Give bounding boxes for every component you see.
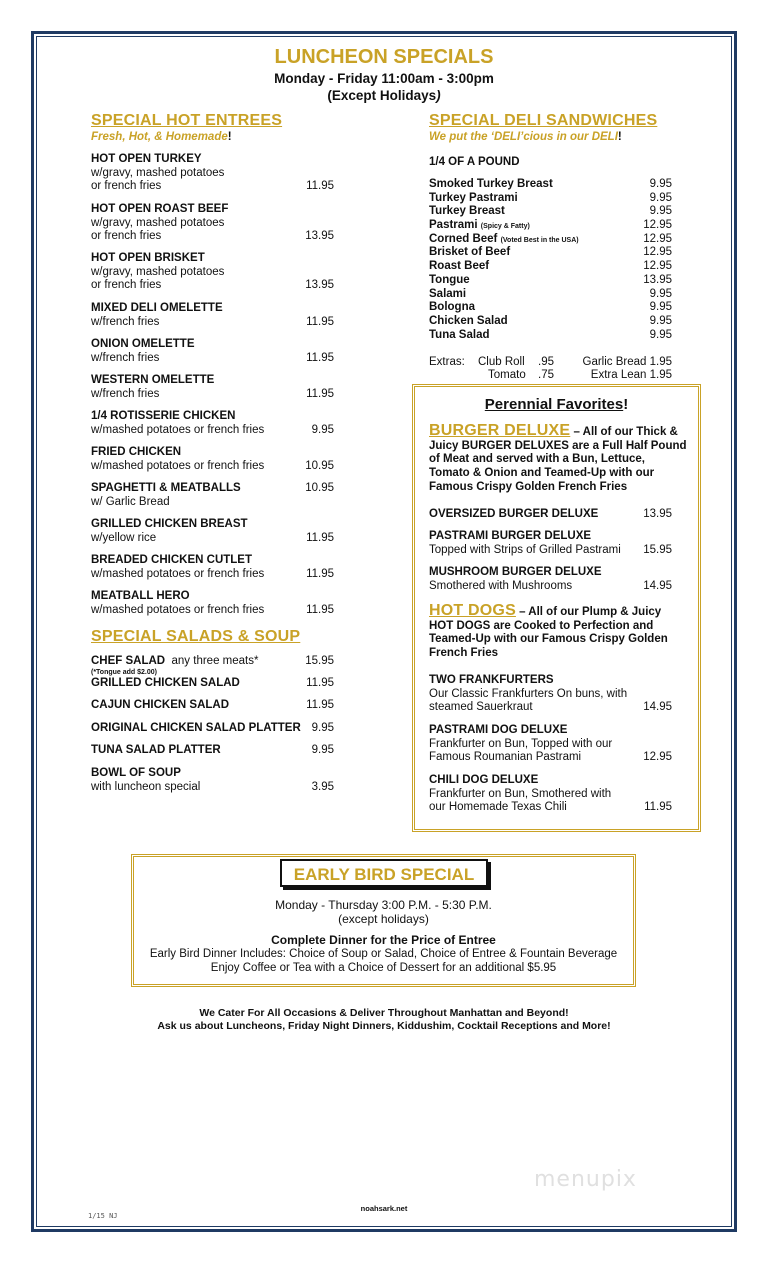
menu-item: HOT OPEN TURKEY w/gravy, mashed potatoes or french fries 11.95	[91, 153, 334, 193]
menu-item: WESTERN OMELETTE w/french fries 11.95	[91, 374, 334, 400]
extras-club-roll-price: .95	[538, 356, 554, 368]
perennial-heading: Perennial Favorites!	[484, 396, 629, 413]
deli-item: Chicken Salad 9.95	[429, 314, 672, 327]
early-bird-hours: Monday - Thursday 3:00 P.M. - 5:30 P.M.	[275, 898, 492, 912]
catering-line2: Ask us about Luncheons, Friday Night Dinners, Kiddushim, Cocktail Receptions and More!	[157, 1020, 611, 1032]
hot-entrees-heading: SPECIAL HOT ENTREES	[91, 112, 283, 129]
menu-item: BREADED CHICKEN CUTLET w/mashed potatoes or french fries 11.95	[91, 554, 334, 580]
deli-item: Turkey Pastrami 9.95	[429, 191, 672, 204]
menu-item: OVERSIZED BURGER DELUXE 13.95	[429, 508, 672, 520]
menu-item: ORIGINAL CHICKEN SALAD PLATTER 9.95	[91, 722, 334, 734]
menu-item: MEATBALL HERO w/mashed potatoes or french fries 11.95	[91, 590, 334, 616]
deli-item: Pastrami (Spicy & Fatty) 12.95	[429, 219, 672, 232]
menu-item: 1/4 ROTISSERIE CHICKEN w/mashed potatoes or french fries 9.95	[91, 410, 334, 436]
extras-garlic-bread: Garlic Bread 1.95	[582, 356, 672, 368]
menu-item: CHILI DOG DELUXE Frankfurter on Bun, Smothered with our Homemade Texas Chili 11.95	[429, 774, 672, 814]
extras-tomato: Tomato	[488, 369, 526, 381]
menu-item: BOWL OF SOUP with luncheon special 3.95	[91, 767, 334, 793]
early-bird-line2: Enjoy Coffee or Tea with a Choice of Dessert for an additional $5.95	[210, 962, 557, 974]
catering-line1: We Cater For All Occasions & Deliver Throughout Manhattan and Beyond!	[199, 1007, 569, 1019]
deli-item: Bologna 9.95	[429, 301, 672, 314]
extras-label: Extras:	[429, 356, 465, 368]
deli-size: 1/4 OF A POUND	[429, 156, 520, 168]
deli-item: Tuna Salad 9.95	[429, 328, 672, 341]
website[interactable]: noahsark.net	[360, 1204, 408, 1213]
early-bird-headline: Complete Dinner for the Price of Entree	[271, 933, 496, 947]
extras-tomato-price: .75	[538, 369, 554, 381]
hotdog-intro: HOT DOGS – All of our Plump & Juicy HOT DOGS are Cooked to Perfection and Teamed-Up with our Famous Crispy Golden French Fries	[429, 602, 668, 660]
menu-item: GRILLED CHICKEN BREAST w/yellow rice 11.95	[91, 518, 334, 544]
deli-heading: SPECIAL DELI SANDWICHES	[429, 112, 658, 129]
deli-item: Turkey Breast 9.95	[429, 205, 672, 218]
menu-item: GRILLED CHICKEN SALAD 11.95	[91, 677, 334, 689]
hot-entrees-subheading: Fresh, Hot, & Homemade!	[91, 131, 232, 143]
menu-item: FRIED CHICKEN w/mashed potatoes or french fries 10.95	[91, 446, 334, 472]
menu-item: PASTRAMI DOG DELUXE Frankfurter on Bun, Topped with our Famous Roumanian Pastrami 12.95	[429, 724, 672, 764]
deli-item: Brisket of Beef 12.95	[429, 246, 672, 259]
menu-item: TWO FRANKFURTERS Our Classic Frankfurters On buns, with steamed Sauerkraut 14.95	[429, 674, 672, 714]
deli-subheading: We put the ‘DELI’cious in our DELI!	[429, 131, 622, 143]
menu-item: HOT OPEN BRISKET w/gravy, mashed potatoes or french fries 13.95	[91, 252, 334, 292]
deli-item: Salami 9.95	[429, 287, 672, 300]
menu-item: MIXED DELI OMELETTE w/french fries 11.95	[91, 302, 334, 328]
menu-item: PASTRAMI BURGER DELUXE Topped with Strips of Grilled Pastrami 15.95	[429, 530, 672, 556]
early-bird-line1: Early Bird Dinner Includes: Choice of Soup or Salad, Choice of Entree & Fountain Beverage	[149, 948, 618, 960]
menu-item: SPAGHETTI & MEATBALLS w/ Garlic Bread 10.95	[91, 482, 334, 508]
menu-item: ONION OMELETTE w/french fries 11.95	[91, 338, 334, 364]
salads-heading: SPECIAL SALADS & SOUP	[91, 628, 301, 645]
menu-item: HOT OPEN ROAST BEEF w/gravy, mashed potatoes or french fries 13.95	[91, 203, 334, 243]
lunch-except: (Except Holidays)	[327, 88, 441, 103]
deli-item: Tongue 13.95	[429, 273, 672, 286]
extras-extra-lean: Extra Lean 1.95	[590, 369, 672, 381]
extras-club-roll: Club Roll	[478, 356, 525, 368]
deli-item: Smoked Turkey Breast 9.95	[429, 178, 672, 190]
deli-list	[429, 178, 672, 342]
menu-item: CAJUN CHICKEN SALAD 11.95	[91, 699, 334, 711]
menupix-watermark: menupix	[534, 1167, 637, 1192]
menu-item: TUNA SALAD PLATTER 9.95	[91, 744, 334, 756]
burger-intro: BURGER DELUXE – All of our Thick & Juicy BURGER DELUXES are a Full Half Pound of Meat and served with a Bun, Lettuce, Tomato & Onion and Teamed-Up with our Famous Crispy Golden French Fries	[429, 422, 687, 493]
print-code: 1/15 NJ	[88, 1212, 118, 1220]
deli-item: Corned Beef (Voted Best in the USA) 12.95	[429, 232, 672, 245]
page-title: LUNCHEON SPECIALS	[274, 46, 494, 68]
menu-item: CHEF SALAD any three meats* (*Tongue add $2.00) 15.95	[91, 655, 334, 676]
menu-item: MUSHROOM BURGER DELUXE Smothered with Mushrooms 14.95	[429, 566, 672, 592]
lunch-hours: Monday - Friday 11:00am - 3:00pm	[274, 71, 494, 86]
early-bird-title: EARLY BIRD SPECIAL	[280, 859, 488, 887]
deli-item: Roast Beef 12.95	[429, 260, 672, 273]
early-bird-except: (except holidays)	[338, 912, 429, 926]
